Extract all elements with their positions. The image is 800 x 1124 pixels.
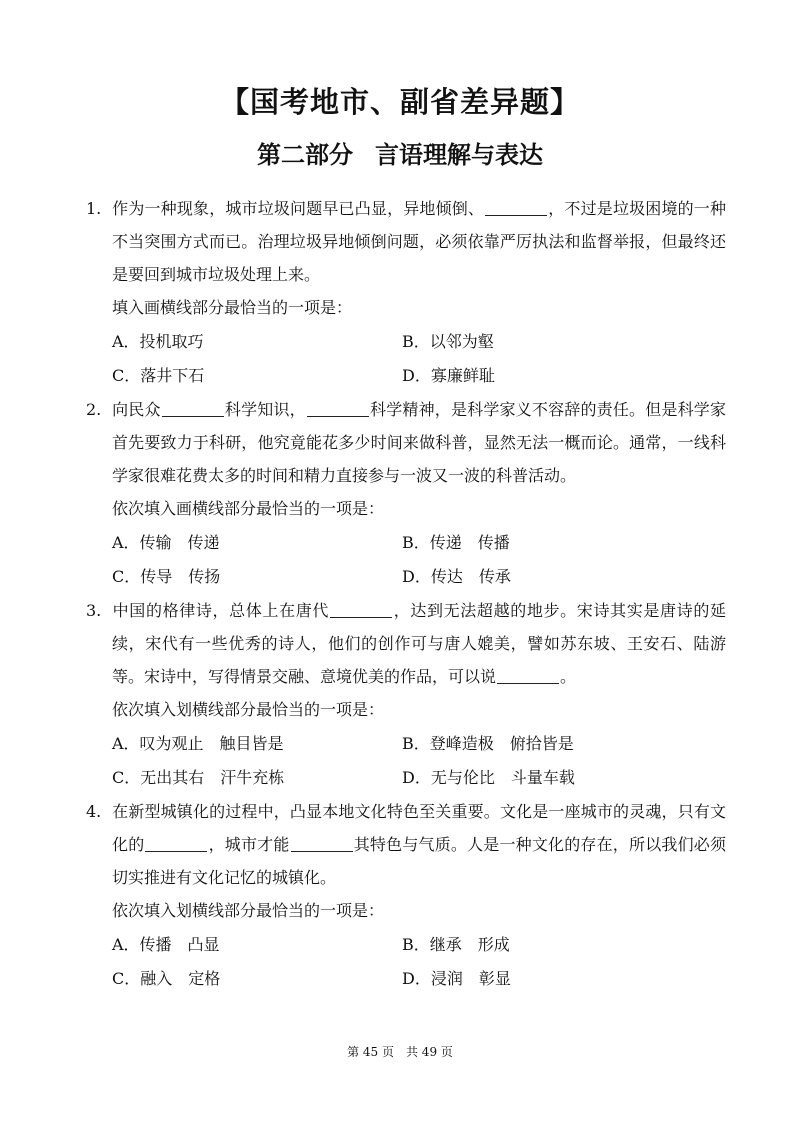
option-c: C．融入 定格 (112, 969, 221, 988)
fill-blank (485, 199, 547, 216)
page-title: 【国考地市、副省差异题】 (219, 85, 580, 119)
option-d: D．寡廉鲜耻 (402, 366, 495, 385)
question-number: 4. (86, 802, 102, 821)
stem-text: 在新型城镇化的过程中，凸显本地文化特色至关重要。文化是一座城市的灵魂，只有文化的 (112, 802, 726, 854)
section-name: 言语理解与表达 (375, 141, 543, 169)
fill-blank (162, 400, 224, 417)
option-list (86, 928, 726, 996)
fill-blank (330, 601, 392, 618)
fill-blank (145, 835, 207, 852)
stem-text: ，达到无法超越的地步。宋诗其实是唐诗的延续，宋代有一些优秀的诗人，他们的创作可与唐人媲美，譬如苏东坡、王安石、陆游等。宋诗中，写得情景交融、意境优美的作品，可以说 (112, 601, 726, 686)
question-stem (86, 192, 726, 291)
question-number: 2. (86, 400, 102, 419)
question-2 (86, 393, 726, 594)
stem-text: 其特色与气质。人是一种文化的存在，所以我们必须切实推进有文化记忆的城镇化。 (112, 835, 726, 887)
option-a: A．叹为观止 触目皆是 (112, 734, 284, 753)
question-prompt: 填入画横线部分最恰当的一项是： (112, 298, 353, 317)
section-heading (0, 138, 800, 172)
option-a: A．传输 传递 (112, 533, 220, 552)
question-1 (86, 192, 726, 393)
option-b: B．传递 传播 (402, 533, 510, 552)
question-stem (86, 795, 726, 894)
question-3 (86, 594, 726, 795)
question-number: 1. (86, 199, 102, 218)
question-prompt: 依次填入划横线部分最恰当的一项是： (112, 901, 385, 920)
option-b: B．继承 形成 (402, 935, 510, 954)
question-4 (86, 795, 726, 996)
option-b: B．登峰造极 俯拾皆是 (402, 734, 574, 753)
page-footer: 第 45 页 共 49 页 (347, 1045, 453, 1059)
question-number: 3. (86, 601, 102, 620)
stem-text: 向民众 (112, 400, 161, 419)
option-a: A．投机取巧 (112, 332, 204, 351)
stem-text: 科学精神，是科学家义不容辞的责任。但是科学家首先要致力于科研，他究竟能花多少时间来做科普，显然无法一概而论。通常，一线科学家很难花费太多的时间和精力直接参与一波又一波的科普活动。 (112, 400, 726, 485)
option-d: D．浸润 彰显 (402, 969, 511, 988)
option-c: C．落井下石 (112, 366, 205, 385)
option-list (86, 325, 726, 393)
fill-blank (307, 400, 369, 417)
fill-blank (291, 835, 353, 852)
option-c: C．无出其右 汗牛充栋 (112, 768, 285, 787)
option-a: A．传播 凸显 (112, 935, 220, 954)
stem-text: ，不过是垃圾困境的一种不当突围方式而已。治理垃圾异地倾倒问题，必须依靠严厉执法和监督举报，但最终还是要回到城市垃圾处理上来。 (112, 199, 726, 284)
option-d: D．无与伦比 斗量车载 (402, 768, 575, 787)
option-list (86, 727, 726, 795)
fill-blank (497, 667, 559, 684)
stem-text: 中国的格律诗，总体上在唐代 (112, 601, 330, 620)
section-part: 第二部分 (257, 141, 353, 169)
option-c: C．传导 传扬 (112, 567, 221, 586)
stem-text: 。 (560, 667, 577, 686)
question-list (86, 192, 726, 996)
question-prompt: 依次填入划横线部分最恰当的一项是： (112, 700, 385, 719)
option-list (86, 526, 726, 594)
question-stem (86, 393, 726, 492)
question-prompt: 依次填入画横线部分最恰当的一项是： (112, 499, 385, 518)
stem-text: 作为一种现象，城市垃圾问题早已凸显，异地倾倒、 (112, 199, 485, 218)
option-b: B．以邻为壑 (402, 332, 494, 351)
question-stem (86, 594, 726, 693)
stem-text: ，城市才能 (208, 835, 290, 854)
stem-text: 科学知识， (224, 400, 306, 419)
option-d: D．传达 传承 (402, 567, 511, 586)
